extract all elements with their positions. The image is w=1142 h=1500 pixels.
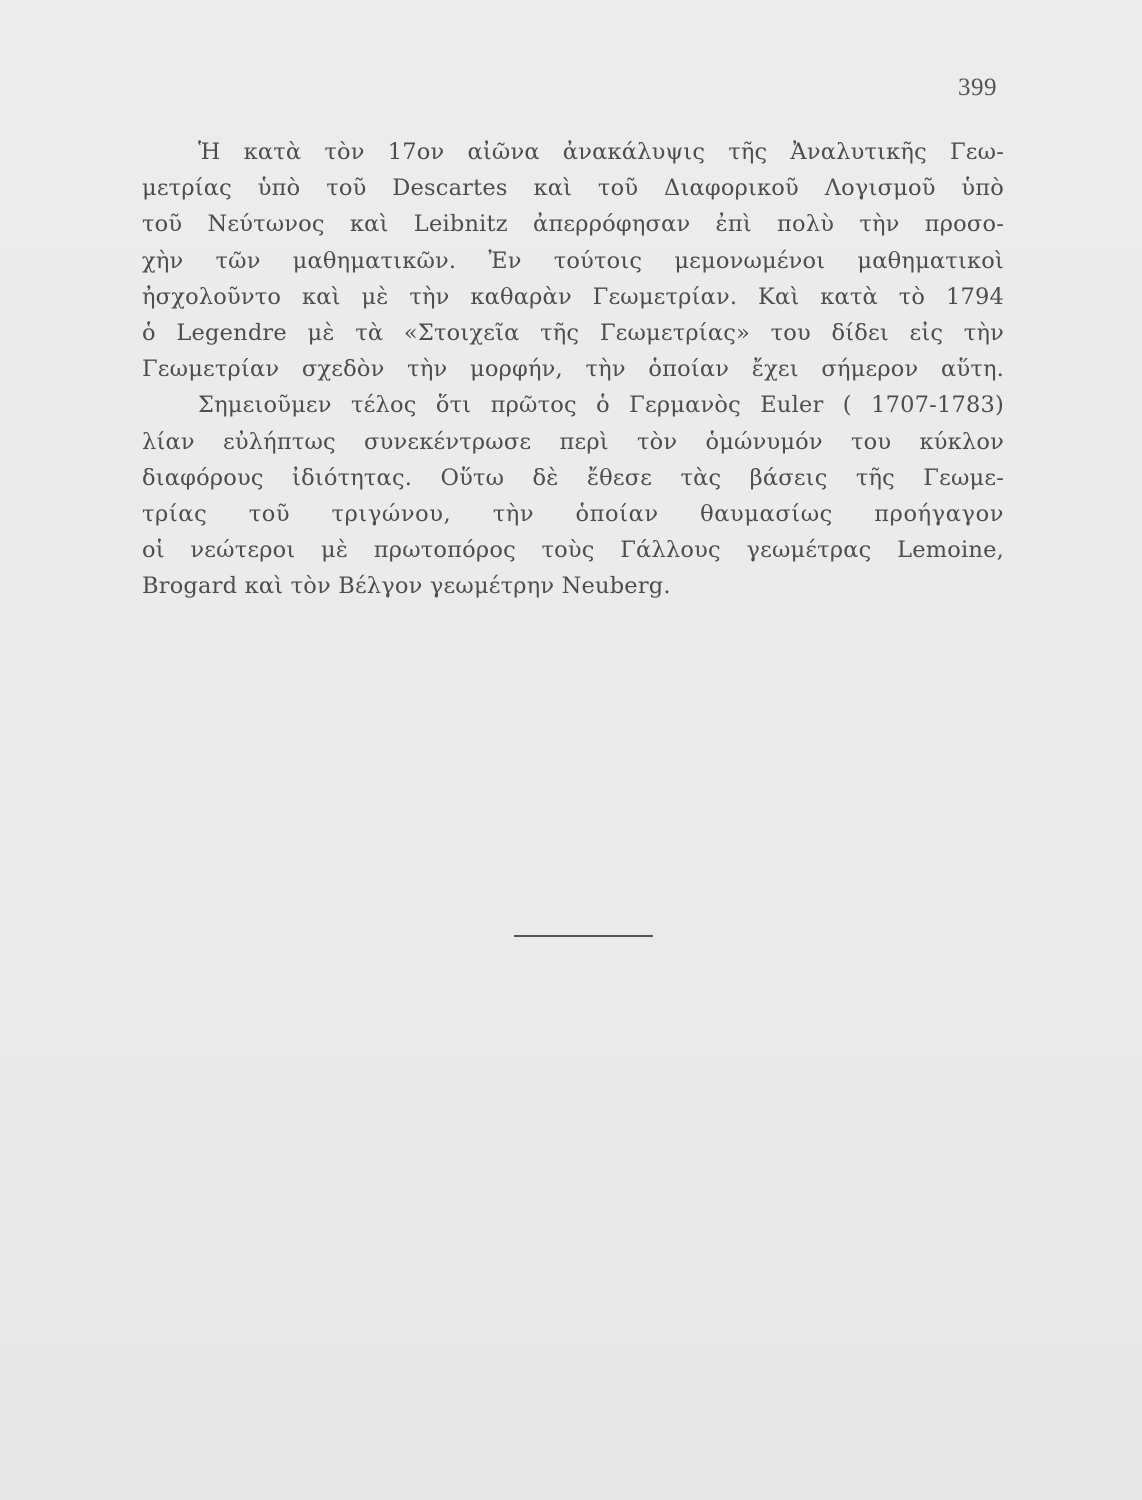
text-line: τρίας τοῦ τριγώνου, τὴν ὁποίαν θαυμασίως προήγαγον bbox=[142, 500, 1004, 527]
section-end-rule bbox=[514, 935, 653, 937]
page-number: 399 bbox=[958, 74, 997, 101]
text-line: τοῦ Νεύτωνος καὶ Leibnitz ἀπερρόφησαν ἐπὶ πολὺ τὴν προσο- bbox=[142, 211, 1004, 238]
text-line: ἠσχολοῦντο καὶ μὲ τὴν καθαρὰν Γεωμετρίαν. Καὶ κατὰ τὸ 1794 bbox=[142, 283, 1004, 310]
paragraph-1 bbox=[142, 134, 1004, 387]
text-line: Σημειοῦμεν τέλος ὅτι πρῶτος ὁ Γερμανὸς Euler ( 1707-1783) bbox=[198, 392, 1004, 419]
paragraph-2 bbox=[142, 387, 1004, 604]
text-line: ὁ Legendre μὲ τὰ «Στοιχεῖα τῆς Γεωμετρίας» του δίδει εἰς τὴν bbox=[142, 319, 1004, 346]
text-line: οἱ νεώτεροι μὲ πρωτοπόρος τοὺς Γάλλους γεωμέτρας Lemoine, bbox=[142, 537, 1004, 564]
text-line: μετρίας ὑπὸ τοῦ Descartes καὶ τοῦ Διαφορικοῦ Λογισμοῦ ὑπὸ bbox=[142, 175, 1004, 202]
text-line: Brogard καὶ τὸν Βέλγον γεωμέτρην Neuberg. bbox=[142, 573, 671, 600]
text-line: χὴν τῶν μαθηματικῶν. Ἐν τούτοις μεμονωμένοι μαθηματικοὶ bbox=[142, 247, 1004, 274]
text-line: λίαν εὐλήπτως συνεκέντρωσε περὶ τὸν ὁμώνυμόν του κύκλον bbox=[142, 428, 1004, 455]
text-line: Γεωμετρίαν σχεδὸν τὴν μορφήν, τὴν ὁποίαν ἔχει σήμερον αὕτη. bbox=[142, 356, 1004, 383]
body-text bbox=[142, 134, 1004, 604]
text-line: Ἡ κατὰ τὸν 17ον αἰῶνα ἀνακάλυψις τῆς Ἀναλυτικῆς Γεω- bbox=[198, 139, 1004, 165]
text-line: διαφόρους ἰδιότητας. Οὕτω δὲ ἔθεσε τὰς βάσεις τῆς Γεωμε- bbox=[142, 464, 1004, 491]
